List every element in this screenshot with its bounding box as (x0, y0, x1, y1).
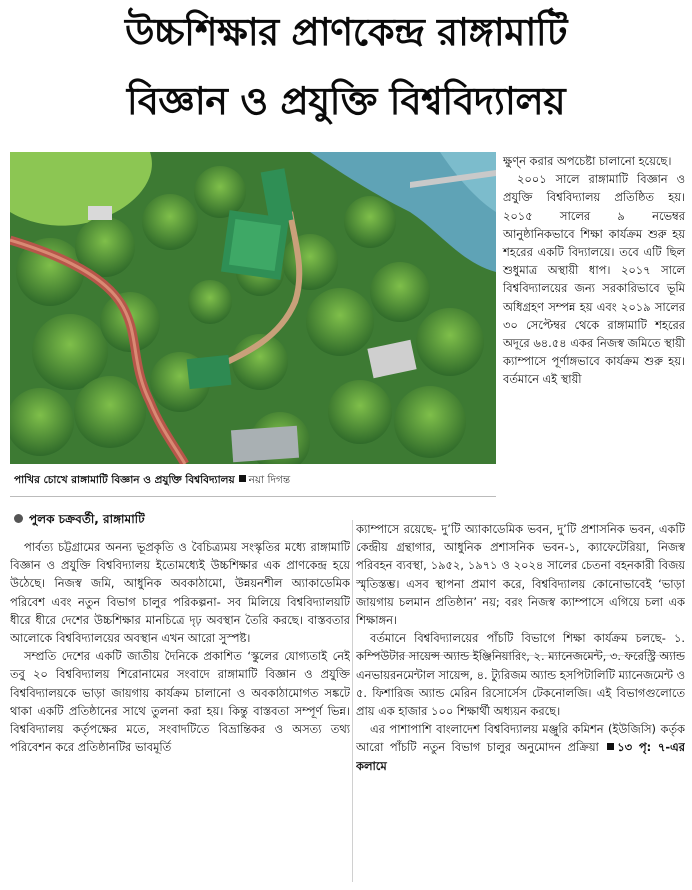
photo-caption (14, 470, 494, 490)
bullet-dot-icon (14, 514, 23, 523)
square-bullet-icon (607, 743, 614, 750)
article-column-right (503, 152, 685, 389)
aerial-campus-photo (10, 152, 496, 464)
article-column-left (10, 538, 350, 883)
jump-text: ১৩ পৃ: ৭-এর কলামে (356, 740, 685, 773)
headline (0, 4, 692, 130)
aerial-photo-illustration (10, 152, 496, 464)
paragraph: ক্যাম্পাসে রয়েছে- দু’টি অ্যাকাডেমিক ভবন, দু’টি প্রশাসনিক ভবন, একটি কেন্দ্রীয় গ্রন্থাগার, আধুনিক প্রশাসনিক ভবন-১, ক্যাফেটেরিয়া, নিজস্ব পরিবহন ব্যবস্থা, ১৯৫২, ১৯৭১ ও ২০২৪ সালের চেতনা বহনকারী বিজয় স্মৃতিস্তম্ভ। এসব স্থাপনা প্রমাণ করে, বিশ্ববিদ্যালয় কোনোভাবেই ‘ভাড়া জায়গায় চলমান প্রতিষ্ঠান’ নয়; বরং নিজস্ব ক্যাম্পাসে এগিয়ে চলা এক শিক্ষাঙ্গন। (356, 522, 685, 628)
photo-credit: নয়া দিগন্ত (248, 474, 291, 486)
byline (14, 508, 145, 530)
paragraph: বর্তমানে বিশ্ববিদ্যালয়ের পাঁচটি বিভাগে শিক্ষা কার্যক্রম চলছে- ১. কম্পিউটার সায়েন্স অ্যান্ড ইঞ্জিনিয়ারিং, ২. ম্যানেজমেন্ট, ৩. ফরেস্ট্রি অ্যান্ড এনভায়রনমেন্টাল সায়েন্স, ৪. ট্যুরিজম অ্যান্ড হসপিটালিটি ম্যানেজমেন্ট ও ৫. ফিশারিজ অ্যান্ড মেরিন রিসোর্সেস টেকনোলজি। এই বিভাগগুলোতে প্রায় এক হাজার ১০০ শিক্ষার্থী অধ্যয়ন করছে। (356, 631, 685, 719)
article-column-middle (356, 520, 685, 882)
paragraph: সম্প্রতি দেশের একটি জাতীয় দৈনিকে প্রকাশিত ‘স্কুলের যোগ্যতাই নেই তবু ২০ বিশ্ববিদ্যালয় শিরোনামের সংবাদে রাঙ্গামাটি বিজ্ঞান ও প্রযুক্তি বিশ্ববিদ্যালয়কে ভাড়া জায়গায় কার্যক্রম চালানো ও অবকাঠামোগত সঙ্কটে থাকা একটি প্রতিষ্ঠানের সাথে তুলনা করা হয়। কিন্তু বাস্তবতা সম্পূর্ণ ভিন্ন। বিশ্ববিদ্যালয় কর্তৃপক্ষের মতে, সংবাদটিতে বিভ্রান্তিকর ও অসত্য তথ্য পরিবেশন করে প্রতিষ্ঠানটির ভাবমূর্তি (10, 649, 350, 755)
paragraph-last (356, 720, 685, 775)
square-bullet-icon (239, 475, 246, 482)
headline-line-2: বিজ্ঞান ও প্রযুক্তি বিশ্ববিদ্যালয় (126, 79, 566, 123)
byline-text: পুলক চক্রবর্তী, রাঙ্গামাটি (29, 512, 145, 526)
caption-divider (10, 496, 496, 497)
paragraph: ২০০১ সালে রাঙ্গামাটি বিজ্ঞান ও প্রযুক্তি বিশ্ববিদ্যালয় প্রতিষ্ঠিত হয়। ২০১৫ সালের ৯ নভেম্বর আনুষ্ঠানিকভাবে শিক্ষা কার্যক্রম শুরু হয় শহরের একটি বিদ্যালয়ে। তবে এটি ছিল শুধুমাত্র অস্থায়ী ধাপ। ২০১৭ সালে বিশ্ববিদ্যালয়ের জন্য সরকারিভাবে ভূমি অধিগ্রহণ সম্পন্ন হয় এবং ২০১৯ সালের ৩০ সেপ্টেম্বর থেকে রাঙ্গামাটি শহরের অদূরে ৬৪.৫৪ একর নিজস্ব জমিতে স্থায়ী ক্যাম্পাসে পূর্ণাঙ্গভাবে কার্যক্রম শুরু হয়। বর্তমানে এই স্থায়ী (503, 172, 685, 387)
paragraph: পার্বত্য চট্টগ্রামের অনন্য ভূপ্রকৃতি ও বৈচিত্র্যময় সংস্কৃতির মধ্যে রাঙ্গামাটি বিজ্ঞান ও প্রযুক্তি বিশ্ববিদ্যালয় ইতোমধ্যেই উচ্চশিক্ষার এক প্রাণকেন্দ্র হয়ে উঠেছে। নিজস্ব জমি, আধুনিক অবকাঠামো, উন্নয়নশীল অ্যাকাডেমিক পরিবেশ এবং নতুন বিভাগ চালুর পরিকল্পনা- সব মিলিয়ে বিশ্ববিদ্যালয়টি ধীরে ধীরে দেশের উচ্চশিক্ষার মানচিত্রে দৃঢ় অবস্থান তৈরি করছে। বাস্তবতার আলোকে বিশ্ববিদ্যালয়ের অবস্থান এখন আরো সুস্পষ্ট। (10, 540, 350, 646)
headline-line-1: উচ্চশিক্ষার প্রাণকেন্দ্র রাঙ্গামাটি (125, 10, 567, 54)
column-divider (352, 520, 353, 882)
paragraph-text: এর পাশাপাশি বাংলাদেশ বিশ্ববিদ্যালয় মঞ্জুরি কমিশন (ইউজিসি) কর্তৃক আরো পাঁচটি নতুন বিভাগ চালুর অনুমোদন প্রক্রিয়া (356, 722, 685, 755)
caption-text: পাখির চোখে রাঙ্গামাটি বিজ্ঞান ও প্রযুক্তি বিশ্ববিদ্যালয় (14, 474, 235, 486)
paragraph: ক্ষুণ্ন করার অপচেষ্টা চালানো হয়েছে। (503, 154, 672, 168)
